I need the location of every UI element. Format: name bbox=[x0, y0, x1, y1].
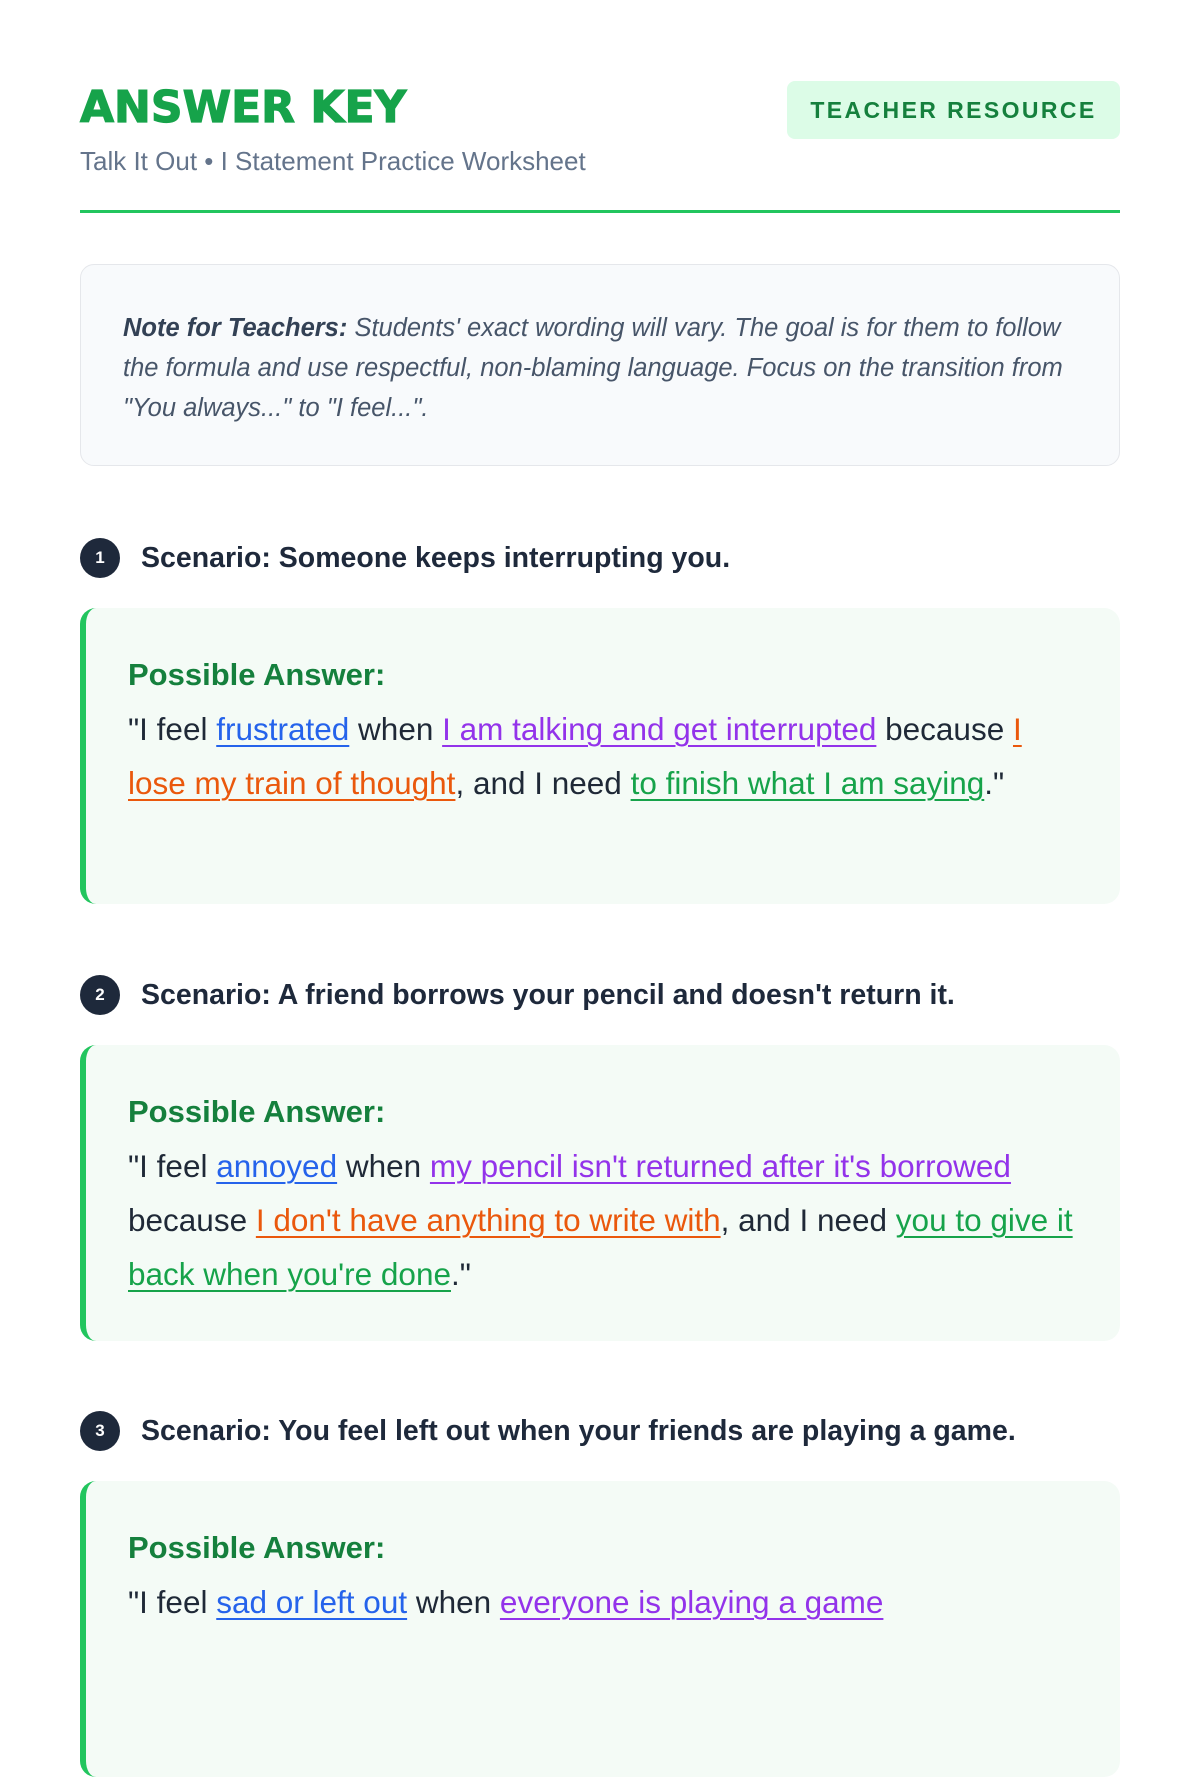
i-statement-answer bbox=[128, 702, 1080, 810]
statement-need: , and I need bbox=[720, 1202, 896, 1238]
page-title: ANSWER KEY bbox=[80, 82, 407, 133]
because-blank: I don't have anything to write with bbox=[255, 1202, 721, 1238]
teacher-resource-badge: TEACHER RESOURCE bbox=[787, 81, 1120, 139]
statement-when: when bbox=[407, 1584, 500, 1620]
possible-answer-card bbox=[80, 608, 1120, 904]
page-header bbox=[80, 80, 1120, 213]
possible-answer-card bbox=[80, 1481, 1120, 1777]
possible-answer-card bbox=[80, 1045, 1120, 1341]
scenario-prompt: Scenario: A friend borrows your pencil and doesn't return it. bbox=[141, 978, 955, 1011]
because-blank: I lose my train of thought bbox=[128, 711, 1022, 801]
teacher-note bbox=[80, 264, 1120, 466]
teacher-note-text: Students' exact wording will vary. The goal is for them to follow the formula and use respectful, non-blaming language. Focus on the transition from "You always..." to "I feel...". bbox=[123, 314, 1063, 422]
i-statement-answer bbox=[128, 1575, 1080, 1629]
statement-need: , and I need bbox=[455, 765, 631, 801]
statement-close: ." bbox=[984, 765, 1005, 801]
feeling-blank: annoyed bbox=[216, 1148, 338, 1184]
when-blank: everyone is playing a game bbox=[499, 1584, 884, 1620]
possible-answer-label: Possible Answer: bbox=[128, 657, 386, 692]
need-blank: to finish what I am saying bbox=[630, 765, 985, 801]
statement-open: "I feel bbox=[128, 711, 217, 747]
when-blank: my pencil isn't returned after it's borrowed bbox=[429, 1148, 1011, 1184]
feeling-blank: frustrated bbox=[216, 711, 350, 747]
scenario-heading bbox=[80, 538, 1140, 578]
scenario-number-badge: 3 bbox=[80, 1411, 120, 1451]
scenario-heading bbox=[80, 975, 1140, 1015]
possible-answer-label: Possible Answer: bbox=[128, 1094, 386, 1129]
when-blank: I am talking and get interrupted bbox=[442, 711, 877, 747]
statement-because: because bbox=[876, 711, 1013, 747]
statement-close: ." bbox=[450, 1256, 471, 1292]
scenario-number-badge: 1 bbox=[80, 538, 120, 578]
scenario-heading bbox=[80, 1411, 1140, 1451]
i-statement-answer bbox=[128, 1139, 1080, 1301]
page-subtitle: Talk It Out • I Statement Practice Worksheet bbox=[80, 146, 586, 176]
possible-answer-label: Possible Answer: bbox=[128, 1530, 386, 1565]
need-blank: you to give it back when you're done bbox=[128, 1202, 1073, 1292]
statement-when: when bbox=[349, 711, 443, 747]
statement-open: "I feel bbox=[128, 1584, 217, 1620]
teacher-note-label: Note for Teachers: bbox=[123, 314, 348, 342]
scenario-prompt: Scenario: Someone keeps interrupting you. bbox=[141, 541, 731, 574]
statement-when: when bbox=[337, 1148, 430, 1184]
statement-open: "I feel bbox=[128, 1148, 217, 1184]
statement-because: because bbox=[128, 1202, 256, 1238]
feeling-blank: sad or left out bbox=[216, 1584, 408, 1620]
scenario-number-badge: 2 bbox=[80, 975, 120, 1015]
scenario-prompt: Scenario: You feel left out when your friends are playing a game. bbox=[141, 1414, 1016, 1447]
